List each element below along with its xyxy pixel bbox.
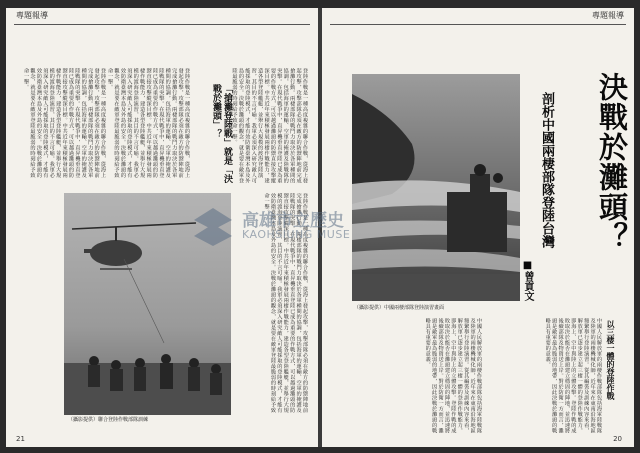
right-page	[322, 8, 634, 447]
amphibious-landing-photo	[352, 74, 520, 301]
page-number: 20	[613, 435, 622, 443]
photo-caption: （攝影提供）中國兩棲部隊登陸演習畫面	[354, 305, 445, 311]
museum-logo-icon	[192, 206, 234, 246]
photo-caption: （攝影提供）聯合登陸作戰部隊訓練	[68, 417, 149, 423]
article-subtitle: 剖析中國兩棲部隊登陸台灣	[539, 92, 554, 248]
watermark-chinese: 高雄市立歷史	[242, 211, 344, 231]
header-rule	[14, 24, 310, 25]
section-label: 專題報導	[592, 11, 624, 20]
article-title: 決戰於灘頭？	[595, 72, 629, 252]
body-text-column: 登陸作戰是一種高度複雜的聯合作戰，從海上發起攻擊，攻擊部隊必須在敵方的防禦陣地前完成搶灘行動。兩棲部隊的戰鬥力取決於各軍種間的協調，包括海軍的運輸、空軍的掩護及陸戰隊的突擊。在現代戰爭中，直昇機垂直登陸已成為重要的作戰方式，可以越過灘頭的防禦直接攻擊縱深目標。中共近年來積極發展兩棲作戰能力，建造各型登陸艦艇，並舉行大規模的渡海登陸演習，其目的不言可喻。我軍必須深入研究敵人可能採取的登陸模式，才能有效防衛臺灣本島及外島的安全。決戰於灘頭的觀念，就是要在敵軍登陸最脆弱的時刻給予致命一擊。	[231, 68, 308, 184]
article-subhead: 以三棲一體的登陸作戰	[606, 320, 616, 400]
header-rule	[330, 24, 626, 25]
body-text-column: 登陸作戰是一種高度複雜的聯合作戰，從海上發起攻擊，攻擊部隊必須在敵方的防禦陣地前完成搶灘行動。兩棲部隊的戰鬥力取決於各軍種間的協調，包括海軍的運輸、空軍的掩護及陸戰隊的突擊。在現代戰爭中，直昇機垂直登陸已成為重要的作戰方式，可以越過灘頭的防禦直接攻擊縱深目標。中共近年來積極發展兩棲作戰能力，建造各型登陸艦艇，並舉行大規模的渡海登陸演習，其目的不言可喻。我軍必須深入研究敵人可能採取的登陸模式，才能有效防衛臺灣本島及外島的安全。決戰於灘頭的觀念，就是要在敵軍登陸最脆弱的時刻給予致命一擊。	[107, 68, 190, 178]
pull-quote: 「搶灘登陸戰」就是「決戰於灘頭」？	[211, 84, 232, 183]
body-text-column: 登陸作戰是一種高度複雜的聯合作戰，從海上發起攻擊，攻擊部隊必須在敵方的防禦陣地前完成搶灘行動。兩棲部隊的戰鬥力取決於各軍種間的協調，包括海軍的運輸、空軍的掩護及陸戰隊的突擊。在現代戰爭中，直昇機垂直登陸已成為重要的作戰方式，可以越過灘頭的防禦直接攻擊縱深目標。中共近年來積極發展兩棲作戰能力，建造各型登陸艦艇，並舉行大規模的渡海登陸演習，其目的不言可喻。我軍必須深入研究敵人可能採取的登陸模式，才能有效防衛臺灣本島及外島的安全。決戰於灘頭的觀念，就是要在敵軍登陸最脆弱的時刻給予致命一擊。	[263, 193, 308, 413]
body-text-column: 中國人民解放軍的兩棲作戰部隊包括海軍陸戰隊及陸軍的兩棲機械化師，近年來在東南沿海地區頻繁舉行登陸演習。從其編裝及訓練內容來看，解放軍已逐步建立起三棲一體的登陸作戰能力，即海上、空中與陸上的立體攻擊。登陸作戰的成敗取決於能否在灘頭建立穩固的陣地，並迅速將後續部隊及物資送上岸。對於防衛一方而言，灘頭是敵軍最為脆弱的地帶，因此決戰於灘頭的戰略具有重要的意義。	[424, 318, 482, 434]
article-author: ■曾貢文	[522, 260, 533, 301]
watermark-english: KAOHSIUNG MUSE	[242, 228, 351, 241]
body-text-column: 登陸作戰是一種高度複雜的聯合作戰，從海上發起攻擊，攻擊部隊必須在敵方的防禦陣地前完成搶灘行動。兩棲部隊的戰鬥力取決於各軍種間的協調，包括海軍的運輸、空軍的掩護及陸戰隊的突擊。在現代戰爭中，直昇機垂直登陸已成為重要的作戰方式，可以越過灘頭的防禦直接攻擊縱深目標。中共近年來積極發展兩棲作戰能力，建造各型登陸艦艇，並舉行大規模的渡海登陸演習，其目的不言可喻。我軍必須深入研究敵人可能採取的登陸模式，才能有效防衛臺灣本島及外島的安全。決戰於灘頭的觀念，就是要在敵軍登陸最脆弱的時刻給予致命一擊。	[23, 68, 106, 178]
section-label: 專題報導	[16, 11, 48, 20]
museum-watermark	[192, 206, 362, 246]
body-text-column: 中國人民解放軍的兩棲作戰部隊包括海軍陸戰隊及陸軍的兩棲機械化師，近年來在東南沿海地區頻繁舉行登陸演習。從其編裝及訓練內容來看，解放軍已逐步建立起三棲一體的登陸作戰能力，即海上、空中與陸上的立體攻擊。登陸作戰的成敗取決於能否在灘頭建立穩固的陣地，並迅速將後續部隊及物資送上岸。對於防衛一方而言，灘頭是敵軍最為脆弱的地帶，因此決戰於灘頭的戰略具有重要的意義。	[544, 318, 602, 434]
page-number: 21	[16, 435, 25, 443]
